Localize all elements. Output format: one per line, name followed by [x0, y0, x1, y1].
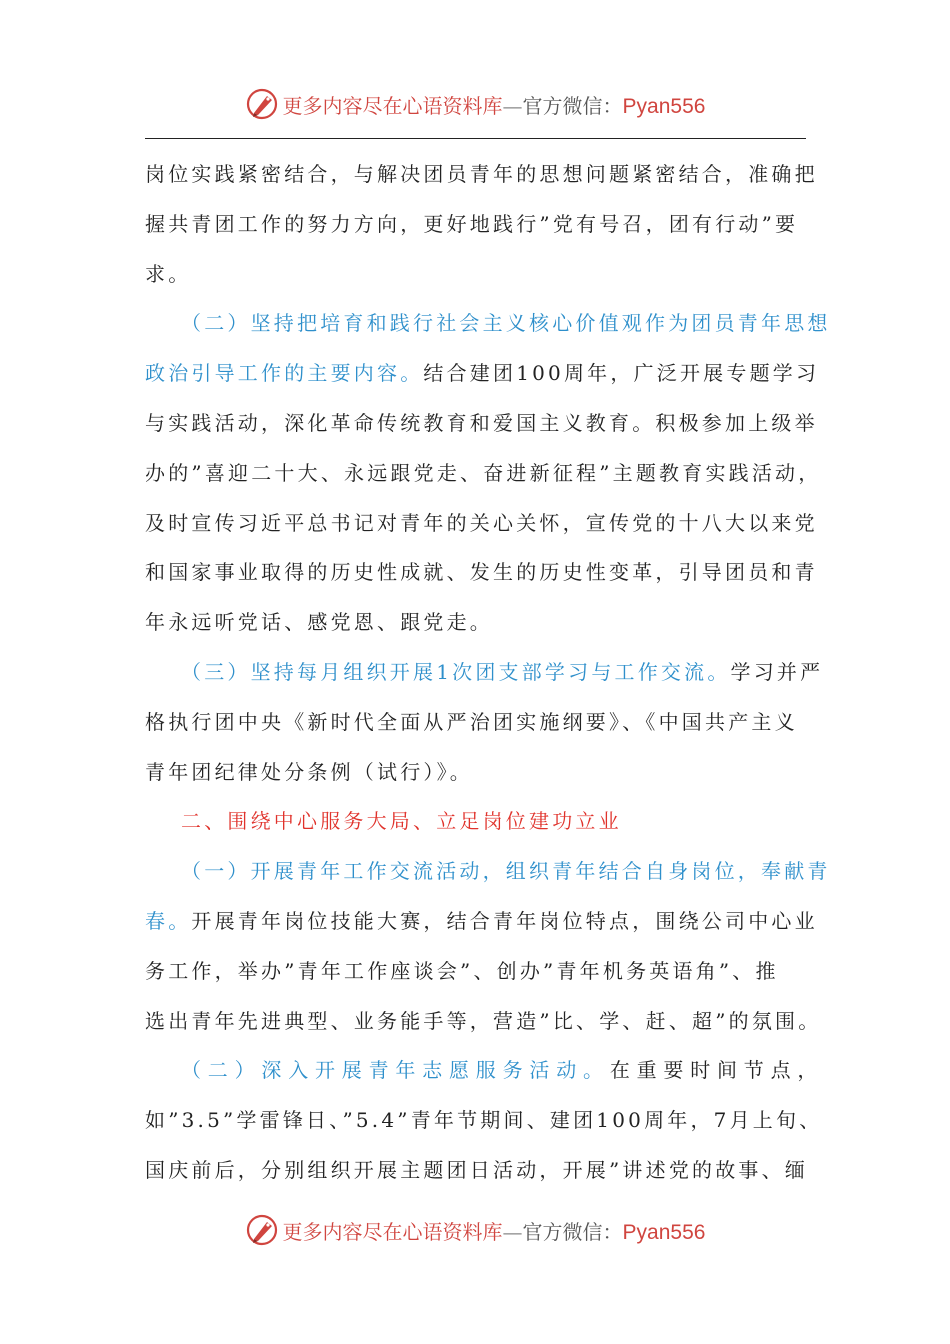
- footer-wechat-id: Pyan556: [622, 1220, 706, 1244]
- text-line: 岗位实践紧密结合，与解决团员青年的思想问题紧密结合，准确把: [145, 162, 818, 186]
- text-line: 选出青年先进典型、业务能手等，营造”比、学、赶、超”的氛围。: [145, 1008, 822, 1033]
- pen-nib-logo-icon: [245, 87, 279, 121]
- text-line: [145, 299, 831, 349]
- text-run: 开展青年岗位技能大赛，结合青年岗位特点，围绕公司中心业: [191, 908, 818, 933]
- header-separator: —: [502, 93, 523, 118]
- text-line: 务工作，举办”青年工作座谈会”、创办”青年机务英语角”、推: [145, 958, 779, 983]
- footer-separator: —: [502, 1219, 523, 1244]
- text-line: 握共青团工作的努力方向，更好地践行”党有号召，团有行动”要: [145, 211, 799, 236]
- text-line: [145, 1046, 825, 1096]
- text-line: 国庆前后，分别组织开展主题团日活动，开展”讲述党的故事、缅: [145, 1157, 809, 1182]
- text-line: 与实践活动，深化革命传统教育和爱国主义教育。积极参加上级举: [145, 410, 818, 435]
- text-line: 青年团纪律处分条例（试行）》。: [145, 759, 473, 784]
- header-banner: [0, 84, 950, 124]
- section-heading: 二、围绕中心服务大局、立足岗位建功立业: [181, 809, 622, 834]
- footer-label: 官方微信：: [522, 1219, 623, 1244]
- text-run: 结合建团100周年，广泛开展专题学习: [423, 361, 820, 386]
- section-title: [145, 797, 815, 847]
- footer-banner: [0, 1210, 950, 1250]
- subheading: （二）深入开展青年志愿服务活动。: [181, 1058, 610, 1083]
- footer-brand: 更多内容尽在心语资料库: [282, 1219, 503, 1244]
- text-line: [145, 349, 820, 399]
- text-line: 办的”喜迎二十大、永远跟党走、奋进新征程”主题教育实践活动，: [145, 460, 822, 485]
- text-line: 及时宣传习近平总书记对青年的关心关怀，宣传党的十八大以来党: [145, 510, 818, 535]
- text-line: [145, 847, 831, 897]
- text-line: 和国家事业取得的历史性成就、发生的历史性变革，引导团员和青: [145, 560, 818, 585]
- document-body: [145, 150, 831, 1196]
- subheading: （一）开展青年工作交流活动，组织青年结合自身岗位，奉献青: [181, 859, 831, 884]
- text-line: [145, 897, 818, 947]
- subheading: （三）坚持每月组织开展1次团支部学习与工作交流。: [181, 659, 731, 684]
- pen-nib-logo-icon: [245, 1213, 279, 1247]
- text-run: 学习并严: [730, 659, 824, 684]
- subheading: 春。: [145, 908, 192, 933]
- header-wechat-id: Pyan556: [622, 94, 706, 118]
- subheading: 政治引导工作的主要内容。: [145, 361, 424, 386]
- header-label: 官方微信：: [522, 93, 623, 118]
- text-line: [145, 648, 824, 698]
- header-divider: [145, 138, 806, 139]
- header-brand: 更多内容尽在心语资料库: [282, 93, 503, 118]
- text-line: 年永远听党话、感党恩、跟党走。: [145, 610, 493, 635]
- subheading: （二）坚持把培育和践行社会主义核心价值观作为团员青年思想: [181, 311, 831, 336]
- text-line: 如”3.5”学雷锋日、”5.4”青年节期间、建团100周年，7月上旬、: [145, 1108, 823, 1133]
- text-line: 格执行团中央《新时代全面从严治团实施纲要》、《中国共产主义: [145, 709, 798, 734]
- text-run: 在重要时间节点，: [609, 1058, 825, 1083]
- text-line: 求。: [145, 261, 192, 286]
